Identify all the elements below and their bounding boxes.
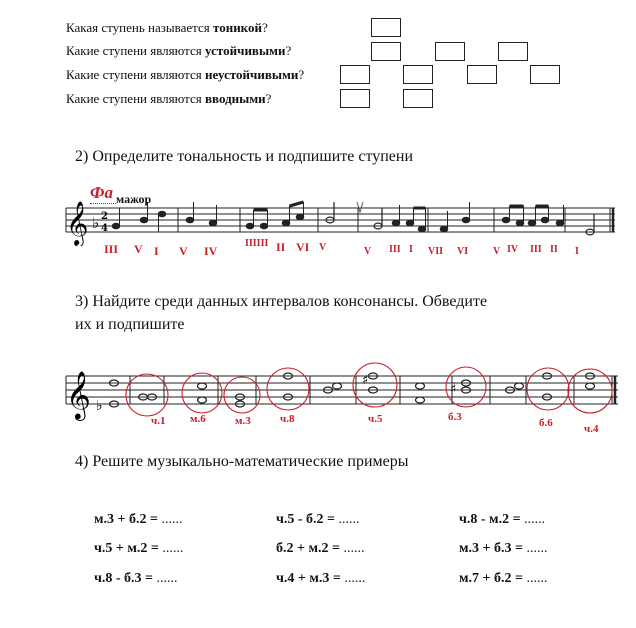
degree-label: III [530, 244, 542, 255]
question-stable: Какие ступени являются устойчивыми? [66, 43, 292, 58]
key-mode-label: мажор [116, 192, 152, 206]
answer-box[interactable] [403, 89, 433, 108]
degree-label: IV [507, 244, 519, 255]
degree-label: III [389, 244, 401, 255]
treble-clef-icon: 𝄞 [66, 201, 89, 245]
answer-box[interactable] [371, 18, 401, 37]
degree-label: V [319, 242, 327, 253]
whole-note-icon [333, 383, 342, 389]
degree-label: IIIIII [245, 238, 269, 249]
interval-label: ч.8 [280, 413, 295, 425]
question-tonic: Какая ступень называется тоникой? [66, 20, 268, 35]
section4-heading: 4) Решите музыкально-математические примеры [75, 453, 409, 470]
consonance-circle [353, 363, 397, 407]
section2-heading: 2) Определите тональность и подпишите ступени [75, 148, 414, 165]
consonance-circle [224, 377, 260, 413]
whole-note-icon [586, 383, 595, 389]
whole-note-icon [198, 383, 207, 389]
eighth-note-icon [246, 223, 254, 229]
whole-note-icon [416, 397, 425, 403]
degree-label: II [550, 244, 558, 255]
answer-box[interactable] [498, 42, 528, 61]
math-example: ч.8 - б.3 = ...... [94, 571, 178, 586]
section3-heading-line1: 3) Найдите среди данных интервалов консонансы. Обведите [75, 293, 488, 310]
quarter-note-icon [209, 220, 217, 226]
degree-label: III [104, 242, 119, 256]
melody-staff [60, 196, 620, 246]
question-unstable: Какие ступени являются неустойчивыми? [66, 67, 305, 82]
time-signature: 2 [101, 211, 108, 222]
answer-box[interactable] [467, 65, 497, 84]
quarter-note-icon [186, 217, 194, 223]
whole-note-icon [515, 383, 524, 389]
whole-note-icon [198, 397, 207, 403]
degree-label: I [154, 244, 159, 258]
eighth-note-icon [418, 226, 426, 232]
degree-label: VII [428, 246, 444, 257]
quarter-note-icon [112, 223, 120, 229]
eighth-note-icon [260, 223, 268, 229]
interval-label: м.6 [190, 413, 206, 425]
flat-icon: ♭ [96, 398, 103, 414]
eighth-note-icon [502, 217, 510, 223]
eighth-note-icon [528, 220, 536, 226]
interval-label: м.3 [235, 415, 251, 427]
question-leading: Какие ступени являются вводными? [66, 91, 272, 106]
eighth-note-icon [406, 220, 414, 226]
section3-heading-line2: их и подпишите [75, 316, 185, 333]
math-example: ч.5 - б.2 = ...... [276, 512, 360, 527]
key-answer: Фа [90, 183, 113, 202]
whole-note-icon [416, 383, 425, 389]
answer-box[interactable] [371, 42, 401, 61]
math-example: м.7 + б.2 = ...... [459, 571, 548, 586]
answer-box[interactable] [435, 42, 465, 61]
degree-label: V [134, 242, 143, 256]
degree-label: I [409, 244, 413, 255]
math-example: м.3 + б.3 = ...... [459, 541, 548, 556]
quarter-note-icon [392, 220, 400, 226]
time-signature: 4 [101, 223, 108, 234]
math-example: ч.4 + м.3 = ...... [276, 571, 366, 586]
quarter-note-icon [140, 217, 148, 223]
sharp-icon: ♯ [362, 373, 369, 388]
answer-box[interactable] [530, 65, 560, 84]
flat-icon: ♭ [92, 214, 100, 232]
math-example: ч.5 + м.2 = ...... [94, 541, 184, 556]
interval-label: ч.5 [368, 413, 383, 425]
degree-label: VI [457, 246, 469, 257]
interval-label: б.6 [539, 417, 553, 429]
interval-label: ч.4 [584, 423, 599, 435]
answer-box[interactable] [340, 65, 370, 84]
math-example: м.3 + б.2 = ...... [94, 512, 183, 527]
consonance-circle [182, 373, 222, 413]
answer-box[interactable] [340, 89, 370, 108]
answer-box[interactable] [403, 65, 433, 84]
sharp-icon: ♯ [450, 382, 457, 397]
quarter-note-icon [158, 211, 166, 217]
math-example: ч.8 - м.2 = ...... [459, 512, 546, 527]
math-example: б.2 + м.2 = ...... [276, 541, 365, 556]
treble-clef-icon: 𝄞 [66, 370, 91, 419]
degree-label: V [364, 246, 372, 257]
eighth-note-icon [296, 214, 304, 220]
quarter-note-icon [556, 220, 564, 226]
interval-label: б.3 [448, 411, 462, 423]
degree-label: I [575, 246, 579, 257]
eighth-note-icon [541, 217, 549, 223]
degree-label: II [276, 240, 286, 254]
eighth-note-icon [516, 220, 524, 226]
interval-label: ч.1 [151, 415, 166, 427]
interval-staff [60, 362, 630, 424]
degree-label: V [179, 244, 188, 258]
degree-label: IV [204, 244, 218, 258]
degree-label: VI [296, 240, 310, 254]
quarter-note-icon [462, 217, 470, 223]
degree-label: V [493, 246, 501, 257]
eighth-note-icon [282, 220, 290, 226]
quarter-note-icon [440, 226, 448, 232]
